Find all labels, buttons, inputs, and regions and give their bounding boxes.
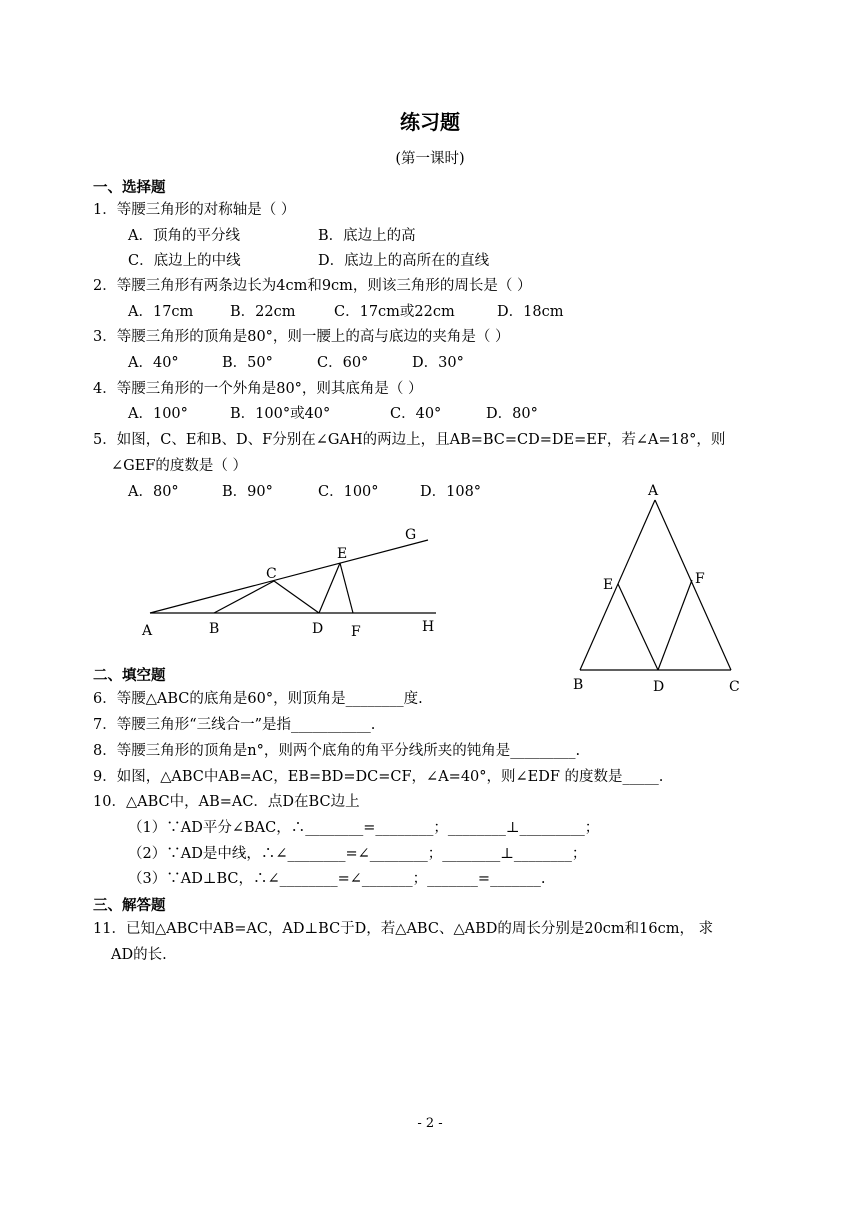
fig2-label-a: A [648, 483, 659, 499]
fig2-label-b: B [573, 677, 584, 693]
q6-text: 6．等腰△ABC的底角是60°，则顶角是________度. [93, 691, 423, 707]
q1-stem: 1．等腰三角形的对称轴是（ ） [93, 202, 296, 218]
fig1-label-h: H [422, 619, 435, 635]
page-title: 练习题 [400, 110, 460, 134]
q4-option-b: B．100°或40° [230, 406, 331, 422]
fig2-label-f: F [695, 571, 705, 587]
page-number: - 2 - [417, 1116, 443, 1131]
q3-option-d: D．30° [412, 355, 464, 371]
fig2-label-c: C [729, 679, 740, 695]
fig1-label-g: G [405, 527, 417, 543]
q3-option-b: B．50° [222, 355, 273, 371]
segment-ef [340, 563, 353, 613]
q10-stem: 10．△ABC中，AB=AC．点D在BC边上 [93, 794, 360, 810]
fig2-label-e: E [603, 577, 614, 593]
q11-line2: AD的长. [111, 947, 167, 963]
fig1-label-b: B [209, 621, 220, 637]
segment-ed [618, 584, 658, 670]
q7-text: 7．等腰三角形“三线合一”是指___________. [93, 717, 376, 733]
q5-option-c: C．100° [318, 484, 379, 500]
segment-bc [214, 581, 274, 613]
q10-part3: （3）∵AD⊥BC，∴∠________=∠_______；_______=_______. [128, 871, 546, 887]
side-ac [655, 500, 731, 670]
q1-option-d: D．底边上的高所在的直线 [318, 253, 490, 269]
q10-part2: （2）∵AD是中线，∴∠________=∠________；________⊥________； [128, 846, 587, 862]
fig1-label-a: A [142, 623, 153, 639]
q5-option-d: D．108° [420, 484, 482, 500]
q1-option-c: C．底边上的中线 [128, 253, 241, 269]
q4-option-d: D．80° [486, 406, 538, 422]
q8-text: 8．等腰三角形的顶角是n°，则两个底角的角平分线所夹的钝角是_________. [93, 743, 581, 759]
q3-option-a: A．40° [128, 355, 179, 371]
fig2-label-d: D [653, 679, 665, 695]
section-solve-heading: 三、解答题 [93, 898, 166, 914]
q4-stem: 4．等腰三角形的一个外角是80°，则其底角是（ ） [93, 381, 423, 397]
section-choice-heading: 一、选择题 [93, 180, 166, 196]
side-ab [580, 500, 655, 670]
q2-stem: 2．等腰三角形有两条边长为4cm和9cm，则该三角形的周长是（ ） [93, 278, 532, 294]
segment-cd [274, 581, 319, 613]
q2-option-a: A．17cm [128, 304, 194, 320]
fig1-label-c: C [266, 566, 277, 582]
q4-option-c: C．40° [390, 406, 442, 422]
q5-stem-line2: ∠GEF的度数是（ ） [111, 458, 247, 474]
q9-text: 9．如图，△ABC中AB=AC，EB=BD=DC=CF，∠A=40°，则∠EDF 的度数是_____. [93, 769, 664, 785]
q1-option-b: B．底边上的高 [318, 228, 416, 244]
q1-option-a: A．顶角的平分线 [128, 228, 240, 244]
ray-ag [150, 540, 428, 613]
q5-option-b: B．90° [222, 484, 273, 500]
q5-option-a: A．80° [128, 484, 179, 500]
fig1-label-f: F [351, 624, 361, 640]
q2-option-d: D．18cm [497, 304, 564, 320]
q10-part1: （1）∵AD平分∠BAC，∴________=________；________⊥_________； [128, 820, 600, 836]
section-fill-heading: 二、填空题 [93, 668, 166, 684]
q2-option-b: B．22cm [230, 304, 296, 320]
segment-df [658, 580, 692, 670]
q3-option-c: C．60° [317, 355, 369, 371]
q11-line1: 11．已知△ABC中AB=AC，AD⊥BC于D，若△ABC、△ABD的周长分别是20cm和16cm， 求 [93, 921, 714, 937]
q4-option-a: A．100° [128, 406, 188, 422]
q3-stem: 3．等腰三角形的顶角是80°，则一腰上的高与底边的夹角是（ ） [93, 329, 510, 345]
fig1-label-d: D [312, 621, 324, 637]
q5-stem-line1: 5．如图，C、E和B、D、F分别在∠GAH的两边上，且AB=BC=CD=DE=EF，若∠A=18°，则 [93, 432, 726, 448]
fig1-label-e: E [337, 546, 348, 562]
q2-option-c: C．17cm或22cm [334, 304, 455, 320]
page-subtitle: (第一课时) [395, 151, 465, 167]
segment-de [319, 563, 340, 613]
